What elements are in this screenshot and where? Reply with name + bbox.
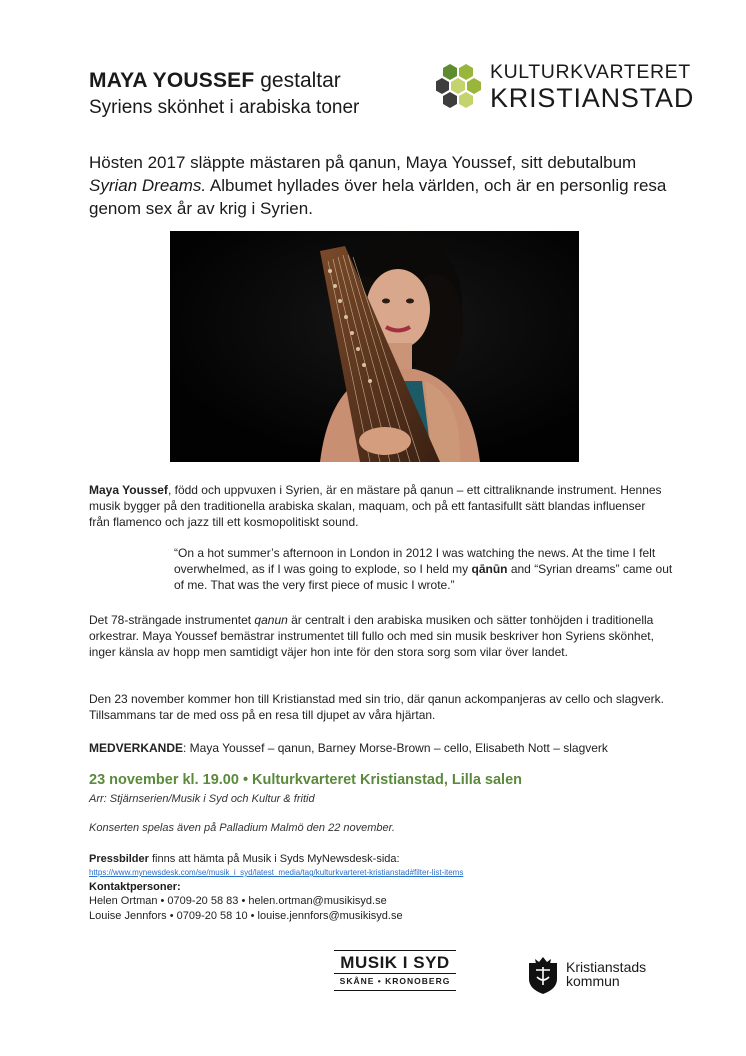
- performers-text: : Maya Youssef – qanun, Barney Morse-Brown – cello, Elisabeth Nott – slagverk: [183, 741, 608, 755]
- paragraph-concert: Den 23 november kommer hon till Kristianstad med sin trio, där qanun ackompanjeras av cello och slagverk. Tillsammans tar de med oss på en resa till djupet av våra hjärtan.: [89, 692, 664, 722]
- para2-word: qanun: [254, 613, 288, 627]
- press-text: finns att hämta på Musik i Syds MyNewsdesk-sida:: [148, 853, 400, 865]
- album-title: Syrian Dreams.: [89, 176, 207, 195]
- contacts-heading: Kontaktpersoner:: [89, 881, 181, 893]
- coat-of-arms-icon: [526, 955, 560, 995]
- event-headline: 23 november kl. 19.00 • Kulturkvarteret Kristianstad, Lilla salen: [89, 772, 523, 788]
- press-label: Pressbilder: [89, 853, 149, 865]
- intro-part2: Albumet hyllades över hela världen, och är en personlig resa genom sex år av krig i Syrien.: [89, 176, 667, 218]
- artist-name-bold: Maya Youssef: [89, 483, 168, 497]
- kristianstad-kommun-logo: [526, 955, 666, 995]
- intro-paragraph: [89, 151, 669, 220]
- contact-person: Helen Ortman • 0709-20 58 83 • helen.ortman@musikisyd.se: [89, 895, 387, 907]
- quote-part1: “On a hot summer’s afternoon in London in 2012 I was watching the news. At the time I felt overwhelmed, as if I was going to explode, so I held my: [174, 546, 656, 576]
- para2-part1: Det 78-strängade instrumentet: [89, 613, 255, 627]
- mynewsdesk-link[interactable]: https://www.mynewsdesk.com/se/musik_i_syd/latest_media/tag/kulturkvarteret-kristianstad#filter-list-items: [89, 868, 464, 877]
- musik-logo-line2: SKÅNE • KRONOBERG: [339, 976, 451, 986]
- page-subtitle: Syriens skönhet i arabiska toner: [89, 97, 360, 118]
- artist-photo: [170, 231, 579, 462]
- kulturkvarteret-logo: [436, 60, 696, 120]
- paragraph-intro-bio: [89, 482, 669, 530]
- quote-part2: and “Syrian dreams” came out of me. That was the very first piece of music I wrote.”: [174, 562, 673, 592]
- para1-text: , född och uppvuxen i Syrien, är en mästare på qanun – ett cittraliknande instrument. Hennes musik bygger på den traditionella arabiska skalan, maquam, och på ett fantasifullt sätt blandas influenser från flamenco och jazz till ett kosmopolitiskt sound.: [89, 483, 662, 529]
- hexagon-cluster-icon: [436, 62, 490, 116]
- intro-part1: Hösten 2017 släppte mästaren på qanun, Maya Youssef, sitt debutalbum: [89, 153, 637, 172]
- contact-person: Louise Jennfors • 0709-20 58 10 • louise.jennfors@musikisyd.se: [89, 910, 403, 922]
- title-rest: gestaltar: [254, 69, 341, 92]
- musik-i-syd-logo: [334, 950, 456, 992]
- musik-logo-line1: MUSIK I SYD: [340, 953, 450, 972]
- organizer-line: Arr: Stjärnserien/Musik i Syd och Kultur & fritid: [89, 793, 315, 805]
- title-name: MAYA YOUSSEF: [89, 69, 255, 92]
- also-performed-line: Konserten spelas även på Palladium Malmö den 22 november.: [89, 822, 395, 834]
- para2-part2: är centralt i den arabiska musiken och sätter tonhöjden i traditionella orkestrar. Maya Youssef bemästrar instrumentet till fullo och med sin musik beskriver hon Syriens skönhet, inger känsla av hopp men samtidigt väjer hon inte för den stora sorg som vilar över landet.: [89, 613, 654, 659]
- page-title: [89, 68, 341, 94]
- logo-line1: KULTURKVARTERET: [490, 61, 691, 83]
- artist-quote: [174, 545, 674, 593]
- performers-line: [89, 740, 669, 756]
- performers-label: MEDVERKANDE: [89, 741, 184, 755]
- paragraph-instrument: [89, 612, 669, 660]
- quote-word: qānūn: [471, 562, 508, 576]
- kommun-line2: kommun: [566, 973, 620, 989]
- kommun-line1: Kristianstads: [566, 959, 647, 975]
- logo-line2: KRISTIANSTAD: [490, 83, 695, 113]
- press-images-line: [89, 852, 400, 866]
